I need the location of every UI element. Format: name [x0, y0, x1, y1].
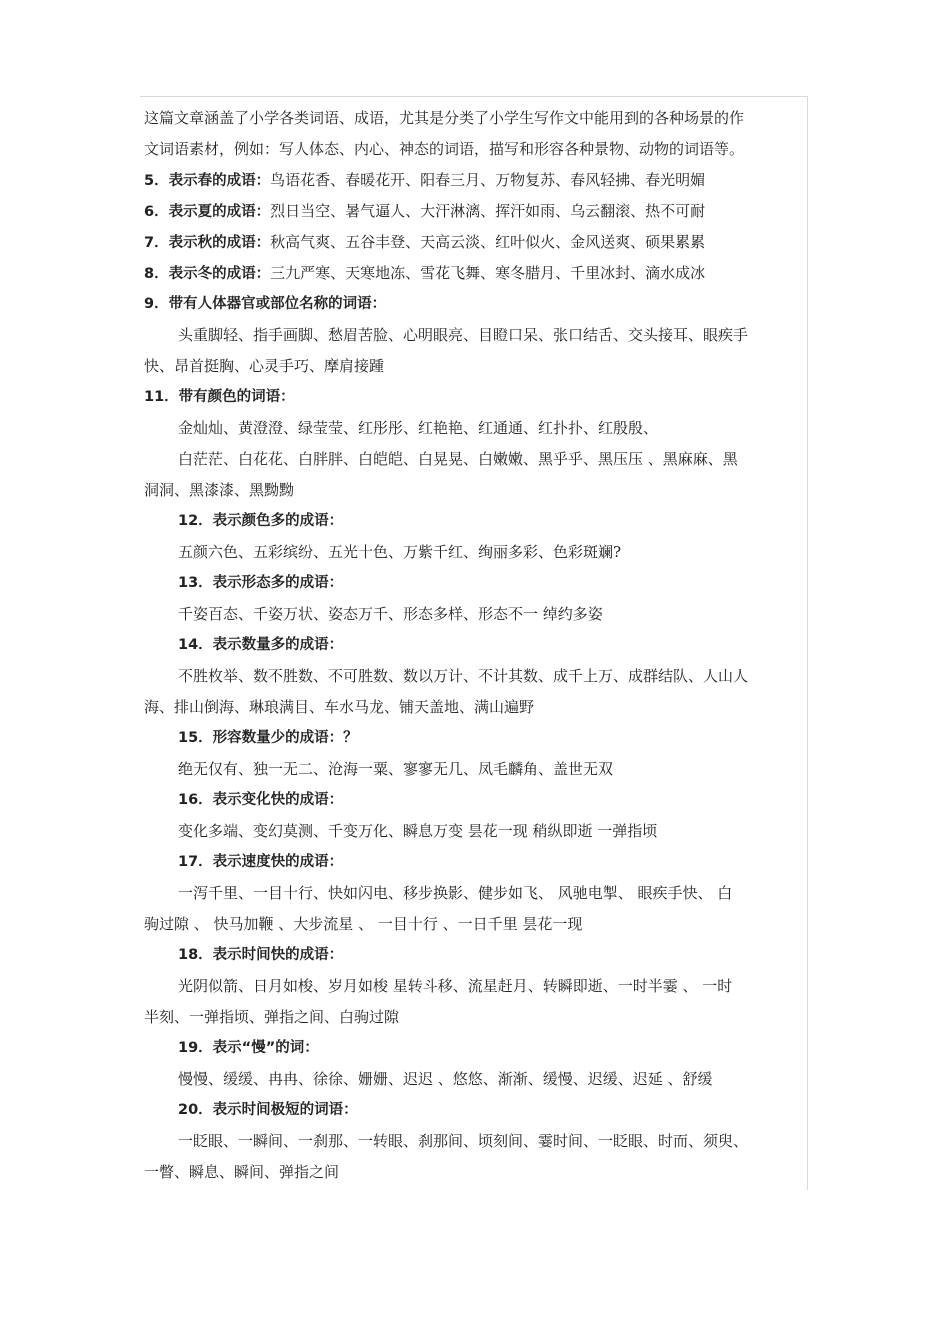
- section-heading: 9．带有人体器官或部位名称的词语：: [144, 296, 387, 312]
- intro-line: 文词语素材，例如：写人体态、内心、神态的词语，描写和形容各种景物、动物的词语等。: [144, 140, 745, 158]
- section-text: 洞洞、黑漆漆、黑黝黝: [144, 481, 295, 499]
- section-text: 海、排山倒海、琳琅满目、车水马龙、铺天盖地、满山遍野: [144, 698, 535, 716]
- section-text: 不胜枚举、数不胜数、不可胜数、数以万计、不计其数、成千上万、成群结队、人山人: [178, 667, 749, 685]
- section-text: 一眨眼、一瞬间、一刹那、一转眼、刹那间、顷刻间、霎时间、一眨眼、时而、须臾、: [178, 1132, 749, 1150]
- section-text: 驹过隙 、 快马加鞭 、大步流星 、 一目十行 、一日千里 昙花一现: [144, 915, 583, 933]
- section-heading: 7．表示秋的成语：: [144, 235, 271, 251]
- section-autumn: [144, 227, 820, 258]
- section-text: 一泻千里、一目十行、快如闪电、移步换影、健步如飞、 风驰电掣、 眼疾手快、 白: [178, 884, 733, 902]
- document-body: [144, 103, 820, 1188]
- section-heading: 12．表示颜色多的成语：: [178, 513, 344, 529]
- section-heading: 13．表示形态多的成语：: [178, 575, 344, 591]
- section-heading: 11．带有颜色的词语：: [144, 389, 295, 405]
- section-spring: [144, 165, 820, 196]
- section-winter: [144, 258, 820, 289]
- section-heading: 19．表示“慢”的词：: [178, 1040, 319, 1056]
- section-heading: 20．表示时间极短的词语：: [178, 1102, 358, 1118]
- section-heading: 5．表示春的成语：: [144, 173, 271, 189]
- section-text: 绝无仅有、独一无二、沧海一粟、寥寥无几、凤毛麟角、盖世无双: [178, 760, 614, 778]
- section-text: 烈日当空、暑气逼人、大汗淋漓、挥汗如雨、乌云翻滚、热不可耐: [270, 202, 706, 220]
- section-text: 金灿灿、黄澄澄、绿莹莹、红彤彤、红艳艳、红通通、红扑扑、红殷殷、: [178, 419, 659, 437]
- section-text: 慢慢、缓缓、冉冉、徐徐、姗姗、迟迟 、悠悠、渐渐、缓慢、迟缓、迟延 、舒缓: [178, 1070, 713, 1088]
- section-text: 白茫茫、白花花、白胖胖、白皑皑、白晃晃、白嫩嫩、黑乎乎、黑压压 、黑麻麻、黑: [178, 450, 738, 468]
- section-heading: 16．表示变化快的成语：: [178, 792, 344, 808]
- section-text: 头重脚轻、指手画脚、愁眉苦脸、心明眼亮、目瞪口呆、张口结舌、交头接耳、眼疾手: [178, 326, 749, 344]
- section-text: 秋高气爽、五谷丰登、天高云淡、红叶似火、金风送爽、硕果累累: [270, 233, 706, 251]
- intro-line: 这篇文章涵盖了小学各类词语、成语，尤其是分类了小学生写作文中能用到的各种场景的作: [144, 109, 745, 127]
- section-heading: 8．表示冬的成语：: [144, 266, 271, 282]
- section-text: 千姿百态、千姿万状、姿态万千、形态多样、形态不一 绰约多姿: [178, 605, 603, 623]
- section-text: 三九严寒、天寒地冻、雪花飞舞、寒冬腊月、千里冰封、滴水成冰: [270, 264, 706, 282]
- section-text: 快、昂首挺胸、心灵手巧、摩肩接踵: [144, 357, 385, 375]
- section-heading: 17．表示速度快的成语：: [178, 854, 344, 870]
- section-text: 五颜六色、五彩缤纷、五光十色、万紫千红、绚丽多彩、色彩斑斓?: [178, 543, 622, 561]
- section-text: 光阴似箭、日月如梭、岁月如梭 星转斗移、流星赶月、转瞬即逝、一时半霎 、 一时: [178, 977, 733, 995]
- section-heading: 6．表示夏的成语：: [144, 204, 271, 220]
- section-text: 一瞥、瞬息、瞬间、弹指之间: [144, 1163, 340, 1181]
- section-text: 鸟语花香、春暖花开、阳春三月、万物复苏、春风轻拂、春光明媚: [270, 171, 706, 189]
- section-text: 半刻、一弹指顷、弹指之间、白驹过隙: [144, 1008, 400, 1026]
- section-heading: 14．表示数量多的成语：: [178, 637, 344, 653]
- section-heading: 18．表示时间快的成语：: [178, 947, 344, 963]
- section-text: 变化多端、变幻莫测、千变万化、瞬息万变 昙花一现 稍纵即逝 一弹指顷: [178, 822, 658, 840]
- section-summer: [144, 196, 820, 227]
- section-heading: 15．形容数量少的成语：？: [178, 730, 358, 746]
